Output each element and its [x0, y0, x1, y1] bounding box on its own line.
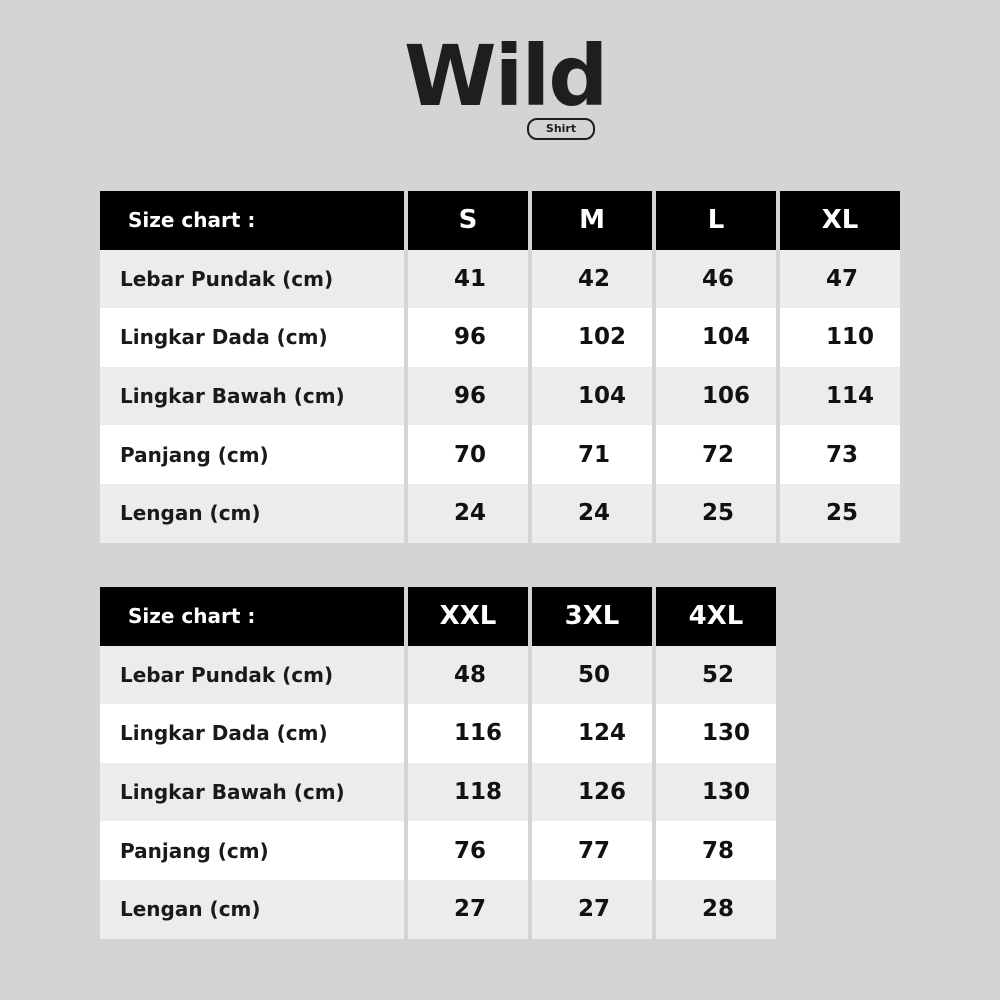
measurement-value: 71 — [532, 425, 652, 484]
table-row — [100, 484, 900, 543]
measurement-value: 114 — [780, 367, 900, 426]
measurement-value: 50 — [532, 646, 652, 705]
measurement-value: 78 — [656, 821, 776, 880]
measurement-value: 27 — [408, 880, 528, 939]
measurement-label: Panjang (cm) — [100, 821, 404, 880]
table-row — [100, 308, 900, 367]
measurement-value: 126 — [532, 763, 652, 822]
measurement-value: 104 — [532, 367, 652, 426]
measurement-value: 102 — [532, 308, 652, 367]
size-chart-table-2 — [100, 587, 776, 939]
table-row — [100, 704, 776, 763]
measurement-label: Lebar Pundak (cm) — [100, 250, 404, 309]
measurement-value: 42 — [532, 250, 652, 309]
measurement-label: Lebar Pundak (cm) — [100, 646, 404, 705]
measurement-value: 24 — [532, 484, 652, 543]
measurement-value: 73 — [780, 425, 900, 484]
measurement-value: 28 — [656, 880, 776, 939]
measurement-value: 72 — [656, 425, 776, 484]
measurement-value: 96 — [408, 308, 528, 367]
measurement-value: 48 — [408, 646, 528, 705]
measurement-value: 77 — [532, 821, 652, 880]
table-row — [100, 367, 900, 426]
measurement-label: Lingkar Dada (cm) — [100, 704, 404, 763]
measurement-value: 124 — [532, 704, 652, 763]
measurement-label: Lingkar Bawah (cm) — [100, 367, 404, 426]
size-chart-title: Size chart : — [100, 587, 404, 646]
measurement-label: Lingkar Dada (cm) — [100, 308, 404, 367]
table-row — [100, 763, 776, 822]
measurement-value: 70 — [408, 425, 528, 484]
measurement-value: 25 — [656, 484, 776, 543]
table-row — [100, 880, 776, 939]
measurement-value: 130 — [656, 763, 776, 822]
size-column-header: 3XL — [532, 587, 652, 646]
size-column-header: M — [532, 191, 652, 250]
measurement-value: 41 — [408, 250, 528, 309]
size-column-header: XXL — [408, 587, 528, 646]
table-row — [100, 425, 900, 484]
table-row — [100, 250, 900, 309]
size-column-header: XL — [780, 191, 900, 250]
measurement-label: Lengan (cm) — [100, 484, 404, 543]
size-chart-table-1 — [100, 191, 900, 543]
brand-badge: Shirt — [527, 118, 595, 140]
measurement-value: 106 — [656, 367, 776, 426]
measurement-value: 118 — [408, 763, 528, 822]
brand-wordmark: Wild — [404, 27, 607, 125]
measurement-label: Lengan (cm) — [100, 880, 404, 939]
measurement-label: Lingkar Bawah (cm) — [100, 763, 404, 822]
measurement-label: Panjang (cm) — [100, 425, 404, 484]
measurement-value: 116 — [408, 704, 528, 763]
measurement-value: 52 — [656, 646, 776, 705]
measurement-value: 104 — [656, 308, 776, 367]
measurement-value: 110 — [780, 308, 900, 367]
size-column-header: S — [408, 191, 528, 250]
brand-logo — [0, 28, 1000, 148]
measurement-value: 76 — [408, 821, 528, 880]
measurement-value: 130 — [656, 704, 776, 763]
size-column-header: L — [656, 191, 776, 250]
table-row — [100, 646, 776, 705]
size-column-header: 4XL — [656, 587, 776, 646]
size-chart-title: Size chart : — [100, 191, 404, 250]
table-row — [100, 821, 776, 880]
size-chart-header-row — [100, 587, 776, 646]
measurement-value: 24 — [408, 484, 528, 543]
measurement-value: 96 — [408, 367, 528, 426]
measurement-value: 27 — [532, 880, 652, 939]
measurement-value: 46 — [656, 250, 776, 309]
measurement-value: 47 — [780, 250, 900, 309]
size-chart-header-row — [100, 191, 900, 250]
measurement-value: 25 — [780, 484, 900, 543]
